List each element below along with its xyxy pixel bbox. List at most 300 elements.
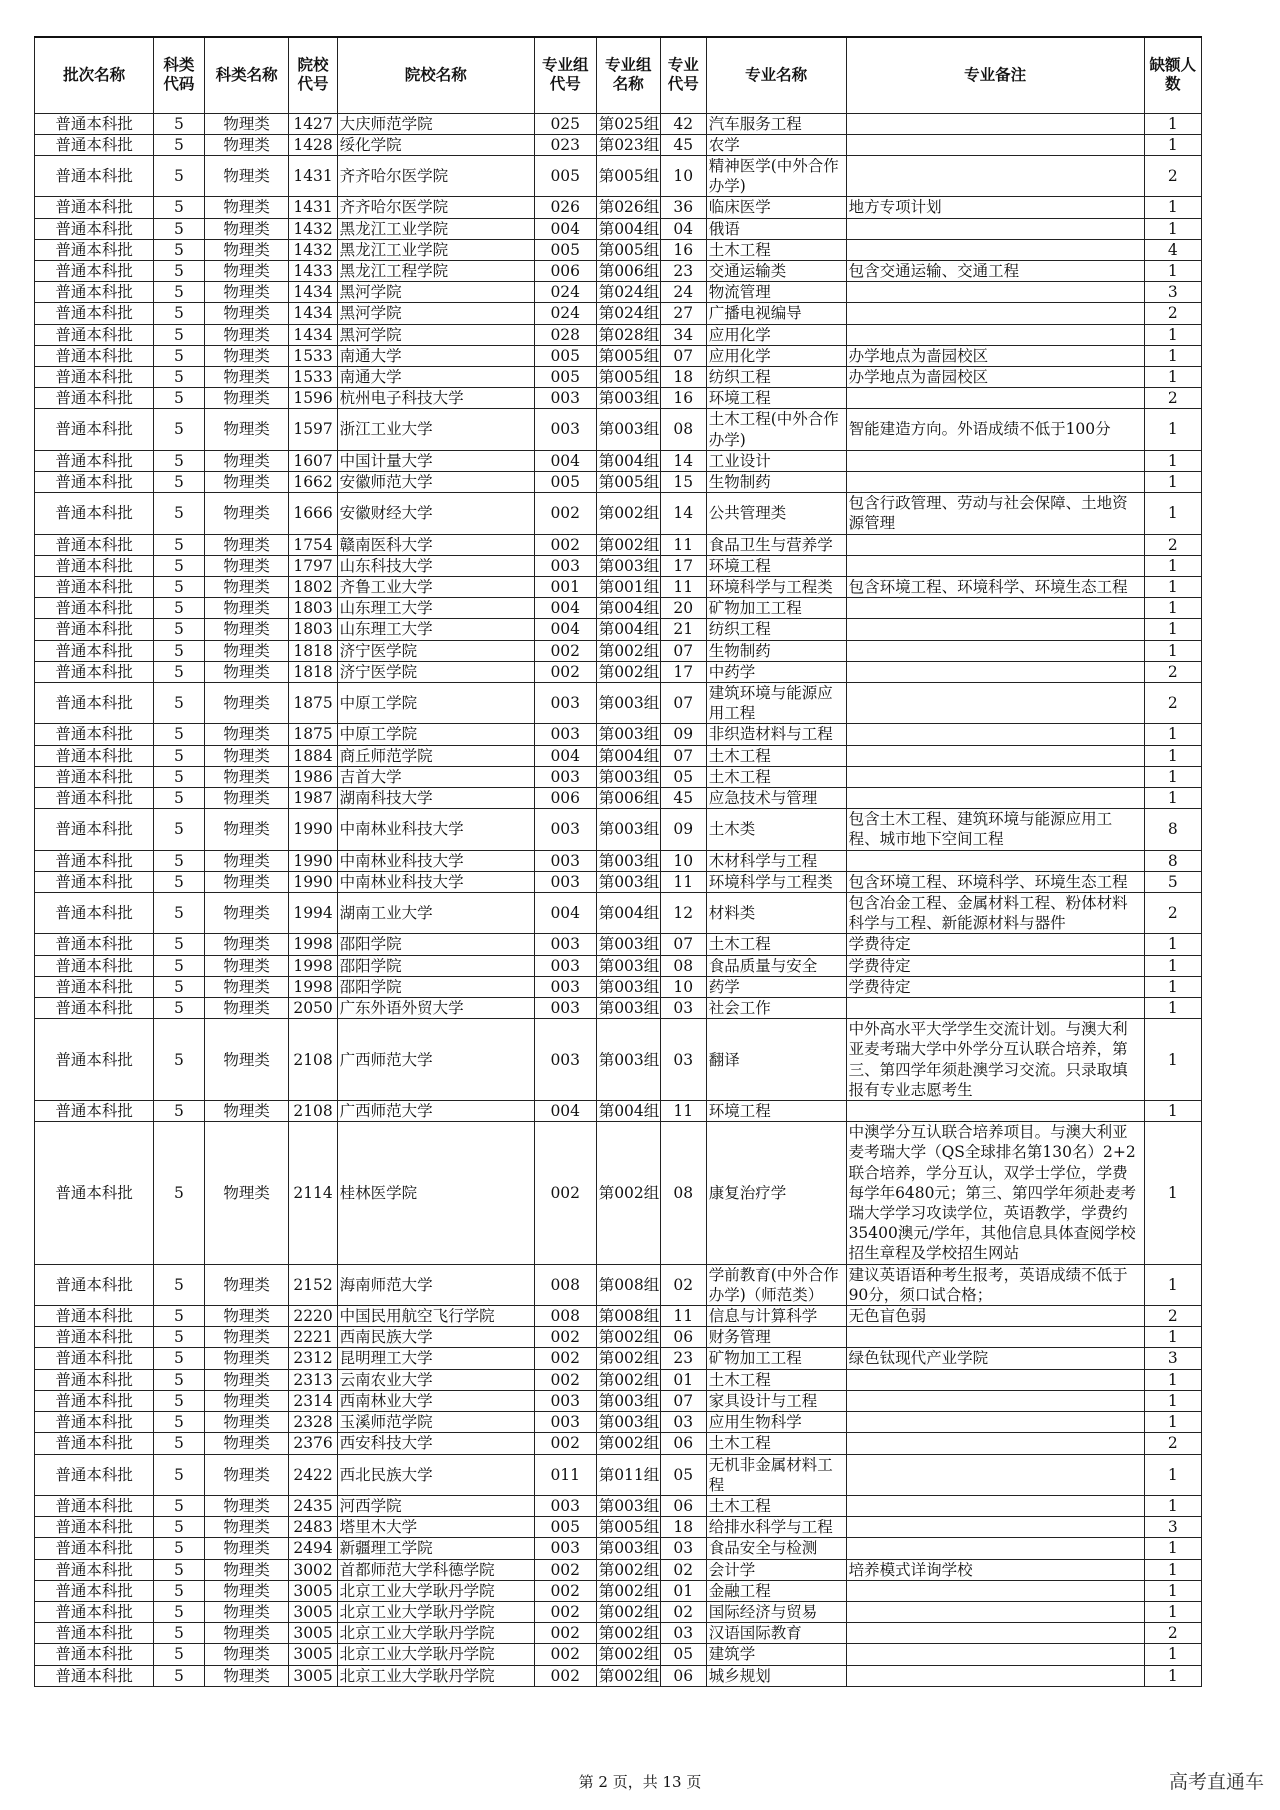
cell-major-name: 社会工作 — [706, 998, 846, 1019]
cell-school-code: 2221 — [289, 1327, 337, 1348]
cell-major-name: 国际经济与贸易 — [706, 1601, 846, 1622]
cell-category-name: 物理类 — [204, 1348, 289, 1369]
cell-vacancy: 1 — [1144, 1538, 1201, 1559]
cell-group-name: 第002组 — [596, 1433, 660, 1454]
cell-batch: 普通本科批 — [35, 934, 154, 955]
cell-school-name: 中南林业科技大学 — [337, 850, 534, 871]
cell-group-code: 005 — [534, 366, 596, 387]
cell-batch: 普通本科批 — [35, 1623, 154, 1644]
cell-category-name: 物理类 — [204, 1601, 289, 1622]
cell-group-code: 003 — [534, 976, 596, 997]
cell-major-remark: 包含环境工程、环境科学、环境生态工程 — [846, 576, 1144, 597]
table-row — [35, 493, 1202, 534]
cell-vacancy: 8 — [1144, 850, 1201, 871]
cell-category-name: 物理类 — [204, 1412, 289, 1433]
cell-category-code: 5 — [154, 598, 204, 619]
cell-major-name: 翻译 — [706, 1019, 846, 1101]
cell-major-code: 34 — [660, 324, 706, 345]
cell-group-code: 024 — [534, 303, 596, 324]
cell-batch: 普通本科批 — [35, 724, 154, 745]
table-row — [35, 388, 1202, 409]
cell-school-name: 云南农业大学 — [337, 1369, 534, 1390]
cell-school-name: 南通大学 — [337, 366, 534, 387]
cell-group-code: 003 — [534, 555, 596, 576]
cell-vacancy: 2 — [1144, 303, 1201, 324]
table-row — [35, 1644, 1202, 1665]
cell-major-code: 01 — [660, 1369, 706, 1390]
cell-group-name: 第005组 — [596, 366, 660, 387]
cell-school-code: 1803 — [289, 619, 337, 640]
cell-group-name: 第002组 — [596, 1665, 660, 1686]
cell-category-code: 5 — [154, 1644, 204, 1665]
header-major-name: 专业名称 — [706, 37, 846, 113]
cell-school-name: 河西学院 — [337, 1495, 534, 1516]
cell-category-name: 物理类 — [204, 724, 289, 745]
cell-major-name: 矿物加工工程 — [706, 598, 846, 619]
cell-batch: 普通本科批 — [35, 324, 154, 345]
cell-major-name: 土木工程 — [706, 745, 846, 766]
cell-category-name: 物理类 — [204, 471, 289, 492]
cell-major-code: 21 — [660, 619, 706, 640]
cell-major-remark: 包含交通运输、交通工程 — [846, 260, 1144, 281]
cell-school-name: 黑龙江工业学院 — [337, 218, 534, 239]
cell-major-code: 08 — [660, 409, 706, 450]
cell-major-name: 临床医学 — [706, 197, 846, 218]
cell-category-name: 物理类 — [204, 1454, 289, 1495]
cell-school-name: 浙江工业大学 — [337, 409, 534, 450]
cell-major-remark — [846, 218, 1144, 239]
cell-group-code: 028 — [534, 324, 596, 345]
cell-school-code: 1998 — [289, 955, 337, 976]
cell-major-remark — [846, 282, 1144, 303]
table-row — [35, 1665, 1202, 1686]
cell-major-remark — [846, 661, 1144, 682]
cell-group-code: 002 — [534, 1348, 596, 1369]
cell-major-remark — [846, 640, 1144, 661]
cell-major-remark: 学费待定 — [846, 976, 1144, 997]
cell-category-name: 物理类 — [204, 282, 289, 303]
cell-major-name: 康复治疗学 — [706, 1122, 846, 1264]
cell-batch: 普通本科批 — [35, 1559, 154, 1580]
cell-group-name: 第003组 — [596, 1412, 660, 1433]
cell-school-code: 2152 — [289, 1264, 337, 1305]
cell-group-name: 第003组 — [596, 998, 660, 1019]
cell-school-name: 山东理工大学 — [337, 619, 534, 640]
cell-school-name: 黑龙江工程学院 — [337, 260, 534, 281]
cell-major-remark: 建议英语语种考生报考，英语成绩不低于90分，须口试合格； — [846, 1264, 1144, 1305]
cell-major-remark — [846, 619, 1144, 640]
cell-group-code: 002 — [534, 1369, 596, 1390]
cell-major-code: 10 — [660, 850, 706, 871]
cell-group-name: 第005组 — [596, 155, 660, 196]
cell-vacancy: 1 — [1144, 1327, 1201, 1348]
cell-group-code: 002 — [534, 493, 596, 534]
cell-vacancy: 1 — [1144, 555, 1201, 576]
cell-category-code: 5 — [154, 409, 204, 450]
cell-school-code: 3005 — [289, 1644, 337, 1665]
cell-major-name: 矿物加工工程 — [706, 1348, 846, 1369]
cell-major-name: 生物制药 — [706, 471, 846, 492]
cell-school-name: 齐鲁工业大学 — [337, 576, 534, 597]
cell-major-remark: 培养模式详询学校 — [846, 1559, 1144, 1580]
cell-school-code: 1990 — [289, 809, 337, 850]
cell-major-code: 20 — [660, 598, 706, 619]
cell-school-code: 1998 — [289, 976, 337, 997]
cell-school-name: 中南林业科技大学 — [337, 871, 534, 892]
table-row — [35, 1517, 1202, 1538]
cell-group-name: 第003组 — [596, 388, 660, 409]
cell-category-name: 物理类 — [204, 661, 289, 682]
cell-batch: 普通本科批 — [35, 1517, 154, 1538]
cell-batch: 普通本科批 — [35, 366, 154, 387]
cell-major-name: 生物制药 — [706, 640, 846, 661]
cell-group-name: 第006组 — [596, 788, 660, 809]
cell-vacancy: 1 — [1144, 619, 1201, 640]
cell-major-code: 09 — [660, 809, 706, 850]
cell-school-name: 邵阳学院 — [337, 934, 534, 955]
cell-category-name: 物理类 — [204, 598, 289, 619]
cell-major-code: 06 — [660, 1327, 706, 1348]
cell-major-name: 城乡规划 — [706, 1665, 846, 1686]
cell-group-name: 第005组 — [596, 239, 660, 260]
cell-vacancy: 1 — [1144, 1264, 1201, 1305]
cell-major-name: 纺织工程 — [706, 366, 846, 387]
cell-major-remark: 无色盲色弱 — [846, 1306, 1144, 1327]
cell-category-code: 5 — [154, 1101, 204, 1122]
cell-major-remark — [846, 1601, 1144, 1622]
cell-category-name: 物理类 — [204, 113, 289, 134]
cell-vacancy: 1 — [1144, 1101, 1201, 1122]
cell-category-code: 5 — [154, 1327, 204, 1348]
table-row — [35, 260, 1202, 281]
cell-major-code: 02 — [660, 1264, 706, 1305]
cell-group-name: 第004组 — [596, 218, 660, 239]
cell-group-code: 003 — [534, 724, 596, 745]
cell-vacancy: 1 — [1144, 409, 1201, 450]
table-row — [35, 1412, 1202, 1433]
cell-batch: 普通本科批 — [35, 218, 154, 239]
cell-vacancy: 1 — [1144, 113, 1201, 134]
cell-category-name: 物理类 — [204, 1264, 289, 1305]
cell-batch: 普通本科批 — [35, 239, 154, 260]
cell-major-code: 16 — [660, 239, 706, 260]
cell-school-name: 邵阳学院 — [337, 976, 534, 997]
cell-category-code: 5 — [154, 1665, 204, 1686]
cell-group-code: 003 — [534, 871, 596, 892]
cell-school-name: 中原工学院 — [337, 682, 534, 723]
table-row — [35, 1306, 1202, 1327]
cell-school-name: 南通大学 — [337, 345, 534, 366]
cell-school-code: 1434 — [289, 303, 337, 324]
cell-major-remark: 中澳学分互认联合培养项目。与澳大利亚麦考瑞大学（QS全球排名第130名）2+2联合培养，学分互认，双学士学位，学费每学年6480元；第三、第四学年须赴麦考瑞大学学习攻读学位，英语教学，学费约35400澳元/学年，其他信息具体查阅学校招生章程及学校招生网站 — [846, 1122, 1144, 1264]
cell-school-name: 安徽财经大学 — [337, 493, 534, 534]
cell-major-code: 02 — [660, 1559, 706, 1580]
cell-batch: 普通本科批 — [35, 1454, 154, 1495]
cell-category-code: 5 — [154, 640, 204, 661]
cell-major-name: 食品质量与安全 — [706, 955, 846, 976]
table-row — [35, 745, 1202, 766]
cell-major-name: 建筑学 — [706, 1644, 846, 1665]
cell-major-code: 03 — [660, 1538, 706, 1559]
cell-major-name: 金融工程 — [706, 1580, 846, 1601]
cell-school-code: 1802 — [289, 576, 337, 597]
cell-major-code: 14 — [660, 493, 706, 534]
table-row — [35, 555, 1202, 576]
cell-vacancy: 2 — [1144, 661, 1201, 682]
cell-category-code: 5 — [154, 871, 204, 892]
cell-school-name: 安徽师范大学 — [337, 471, 534, 492]
cell-major-remark: 包含土木工程、建筑环境与能源应用工程、城市地下空间工程 — [846, 809, 1144, 850]
cell-school-code: 3005 — [289, 1580, 337, 1601]
cell-major-remark — [846, 766, 1144, 787]
cell-major-remark — [846, 1538, 1144, 1559]
cell-school-code: 3005 — [289, 1601, 337, 1622]
cell-vacancy: 2 — [1144, 1306, 1201, 1327]
table-row — [35, 1538, 1202, 1559]
cell-group-name: 第002组 — [596, 1601, 660, 1622]
cell-group-name: 第026组 — [596, 197, 660, 218]
cell-group-code: 002 — [534, 1623, 596, 1644]
cell-school-name: 济宁医学院 — [337, 661, 534, 682]
cell-group-code: 004 — [534, 450, 596, 471]
cell-batch: 普通本科批 — [35, 1644, 154, 1665]
cell-major-remark: 办学地点为啬园校区 — [846, 345, 1144, 366]
cell-vacancy: 1 — [1144, 450, 1201, 471]
cell-category-code: 5 — [154, 1433, 204, 1454]
cell-category-code: 5 — [154, 1623, 204, 1644]
cell-school-code: 1875 — [289, 682, 337, 723]
table-row — [35, 409, 1202, 450]
cell-major-remark — [846, 788, 1144, 809]
cell-major-remark — [846, 471, 1144, 492]
cell-group-code: 003 — [534, 850, 596, 871]
table-row — [35, 1122, 1202, 1264]
table-row — [35, 1559, 1202, 1580]
cell-school-name: 西南林业大学 — [337, 1390, 534, 1411]
cell-category-name: 物理类 — [204, 1101, 289, 1122]
cell-major-code: 45 — [660, 134, 706, 155]
cell-major-code: 11 — [660, 1101, 706, 1122]
cell-group-name: 第003组 — [596, 871, 660, 892]
cell-group-name: 第002组 — [596, 1559, 660, 1580]
cell-group-name: 第002组 — [596, 661, 660, 682]
cell-vacancy: 3 — [1144, 1348, 1201, 1369]
cell-batch: 普通本科批 — [35, 809, 154, 850]
table-row — [35, 682, 1202, 723]
cell-major-remark — [846, 388, 1144, 409]
cell-vacancy: 1 — [1144, 1644, 1201, 1665]
cell-school-name: 黑河学院 — [337, 324, 534, 345]
cell-category-name: 物理类 — [204, 450, 289, 471]
cell-category-name: 物理类 — [204, 745, 289, 766]
cell-group-code: 006 — [534, 260, 596, 281]
cell-group-code: 002 — [534, 1122, 596, 1264]
cell-major-code: 07 — [660, 1390, 706, 1411]
table-row — [35, 282, 1202, 303]
table-row — [35, 1369, 1202, 1390]
cell-school-name: 湖南工业大学 — [337, 893, 534, 934]
cell-category-code: 5 — [154, 576, 204, 597]
cell-school-code: 1433 — [289, 260, 337, 281]
header-category-name: 科类名称 — [204, 37, 289, 113]
cell-batch: 普通本科批 — [35, 345, 154, 366]
table-row — [35, 998, 1202, 1019]
cell-major-name: 无机非金属材料工程 — [706, 1454, 846, 1495]
cell-category-code: 5 — [154, 555, 204, 576]
cell-category-code: 5 — [154, 724, 204, 745]
cell-batch: 普通本科批 — [35, 1019, 154, 1101]
cell-vacancy: 1 — [1144, 471, 1201, 492]
cell-school-name: 北京工业大学耿丹学院 — [337, 1644, 534, 1665]
cell-major-name: 应急技术与管理 — [706, 788, 846, 809]
cell-school-code: 2483 — [289, 1517, 337, 1538]
cell-major-code: 24 — [660, 282, 706, 303]
cell-major-remark: 学费待定 — [846, 955, 1144, 976]
cell-school-code: 1596 — [289, 388, 337, 409]
cell-major-code: 16 — [660, 388, 706, 409]
cell-vacancy: 4 — [1144, 239, 1201, 260]
cell-major-name: 工业设计 — [706, 450, 846, 471]
cell-school-code: 1432 — [289, 239, 337, 260]
cell-category-name: 物理类 — [204, 576, 289, 597]
header-major-code: 专业代号 — [660, 37, 706, 113]
cell-group-code: 023 — [534, 134, 596, 155]
cell-category-name: 物理类 — [204, 619, 289, 640]
cell-group-code: 002 — [534, 1433, 596, 1454]
table-row — [35, 1327, 1202, 1348]
cell-vacancy: 1 — [1144, 1495, 1201, 1516]
cell-group-code: 002 — [534, 661, 596, 682]
cell-vacancy: 1 — [1144, 998, 1201, 1019]
cell-major-remark — [846, 1390, 1144, 1411]
table-row — [35, 134, 1202, 155]
cell-major-code: 11 — [660, 534, 706, 555]
cell-school-code: 1607 — [289, 450, 337, 471]
cell-school-code: 1990 — [289, 850, 337, 871]
cell-category-code: 5 — [154, 113, 204, 134]
cell-group-name: 第003组 — [596, 955, 660, 976]
cell-major-name: 汉语国际教育 — [706, 1623, 846, 1644]
cell-major-name: 农学 — [706, 134, 846, 155]
cell-group-name: 第003组 — [596, 934, 660, 955]
table-row — [35, 976, 1202, 997]
cell-major-remark — [846, 1495, 1144, 1516]
cell-category-name: 物理类 — [204, 345, 289, 366]
cell-vacancy: 1 — [1144, 493, 1201, 534]
cell-batch: 普通本科批 — [35, 388, 154, 409]
cell-group-code: 008 — [534, 1264, 596, 1305]
table-row — [35, 345, 1202, 366]
cell-major-name: 环境科学与工程类 — [706, 576, 846, 597]
cell-category-name: 物理类 — [204, 1327, 289, 1348]
cell-batch: 普通本科批 — [35, 1412, 154, 1433]
cell-major-remark — [846, 303, 1144, 324]
cell-category-name: 物理类 — [204, 1623, 289, 1644]
cell-group-code: 011 — [534, 1454, 596, 1495]
cell-major-remark — [846, 134, 1144, 155]
cell-category-code: 5 — [154, 1601, 204, 1622]
cell-batch: 普通本科批 — [35, 409, 154, 450]
cell-major-code: 17 — [660, 555, 706, 576]
cell-vacancy: 2 — [1144, 682, 1201, 723]
cell-category-code: 5 — [154, 682, 204, 723]
cell-major-code: 11 — [660, 576, 706, 597]
cell-group-name: 第003组 — [596, 1390, 660, 1411]
cell-batch: 普通本科批 — [35, 766, 154, 787]
cell-group-name: 第006组 — [596, 260, 660, 281]
cell-major-code: 05 — [660, 1454, 706, 1495]
cell-major-remark — [846, 1412, 1144, 1433]
table-row — [35, 1101, 1202, 1122]
cell-group-name: 第004组 — [596, 450, 660, 471]
cell-category-name: 物理类 — [204, 788, 289, 809]
cell-category-code: 5 — [154, 1306, 204, 1327]
cell-school-code: 2328 — [289, 1412, 337, 1433]
table-row — [35, 576, 1202, 597]
table-row — [35, 788, 1202, 809]
cell-school-name: 新疆理工学院 — [337, 1538, 534, 1559]
cell-major-name: 药学 — [706, 976, 846, 997]
cell-school-code: 3005 — [289, 1623, 337, 1644]
cell-group-code: 004 — [534, 218, 596, 239]
cell-group-name: 第004组 — [596, 598, 660, 619]
cell-category-name: 物理类 — [204, 555, 289, 576]
cell-vacancy: 1 — [1144, 766, 1201, 787]
cell-major-code: 07 — [660, 640, 706, 661]
cell-category-code: 5 — [154, 155, 204, 196]
cell-major-name: 土木工程 — [706, 766, 846, 787]
cell-major-code: 18 — [660, 1517, 706, 1538]
table-row — [35, 871, 1202, 892]
cell-group-name: 第003组 — [596, 809, 660, 850]
cell-group-code: 026 — [534, 197, 596, 218]
cell-major-name: 食品安全与检测 — [706, 1538, 846, 1559]
cell-vacancy: 1 — [1144, 324, 1201, 345]
cell-category-name: 物理类 — [204, 1369, 289, 1390]
table-row — [35, 471, 1202, 492]
cell-school-code: 1994 — [289, 893, 337, 934]
cell-group-code: 003 — [534, 1019, 596, 1101]
cell-category-code: 5 — [154, 534, 204, 555]
cell-category-name: 物理类 — [204, 1495, 289, 1516]
cell-school-code: 1875 — [289, 724, 337, 745]
cell-category-name: 物理类 — [204, 682, 289, 723]
cell-group-code: 004 — [534, 893, 596, 934]
cell-batch: 普通本科批 — [35, 303, 154, 324]
cell-group-name: 第004组 — [596, 1101, 660, 1122]
table-row — [35, 155, 1202, 196]
cell-group-name: 第003组 — [596, 555, 660, 576]
cell-batch: 普通本科批 — [35, 134, 154, 155]
cell-school-name: 湖南科技大学 — [337, 788, 534, 809]
cell-category-name: 物理类 — [204, 218, 289, 239]
cell-vacancy: 1 — [1144, 576, 1201, 597]
cell-batch: 普通本科批 — [35, 282, 154, 303]
cell-school-code: 1990 — [289, 871, 337, 892]
header-vacancy: 缺额人数 — [1144, 37, 1201, 113]
table-row — [35, 1495, 1202, 1516]
cell-batch: 普通本科批 — [35, 155, 154, 196]
cell-batch: 普通本科批 — [35, 788, 154, 809]
cell-category-name: 物理类 — [204, 871, 289, 892]
cell-category-code: 5 — [154, 1580, 204, 1601]
cell-batch: 普通本科批 — [35, 850, 154, 871]
cell-major-name: 土木工程 — [706, 1433, 846, 1454]
cell-school-name: 赣南医科大学 — [337, 534, 534, 555]
cell-school-code: 2050 — [289, 998, 337, 1019]
cell-school-code: 1431 — [289, 155, 337, 196]
cell-school-code: 1431 — [289, 197, 337, 218]
